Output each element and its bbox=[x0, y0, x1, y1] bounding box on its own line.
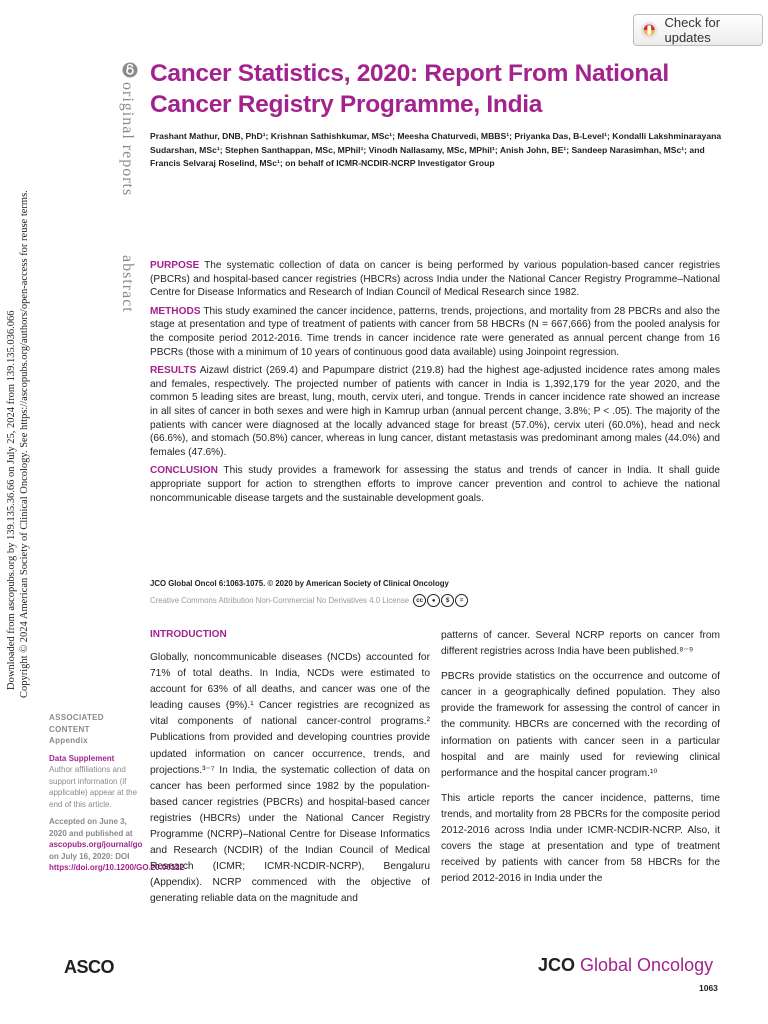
methods-label: METHODS bbox=[150, 305, 201, 317]
article-title: Cancer Statistics, 2020: Report From National Cancer Registry Programme, India bbox=[150, 60, 669, 118]
cc-icon: cc bbox=[413, 594, 426, 607]
by-icon: ● bbox=[427, 594, 440, 607]
appendix-link[interactable]: Appendix bbox=[49, 736, 88, 745]
conclusion-label: CONCLUSION bbox=[150, 465, 218, 477]
doi-link[interactable]: https://doi.org/10.1200/GO.20.00122 bbox=[49, 863, 185, 872]
purpose-text: The systematic collection of data on cancer is being performed by various population-based cancer registries (PBCRs) and hospital-based cancer registries (HBCRs) across India under the National Cancer Registry Programme–National Centre for Disease Informatics and Research of Indian Council of Medical Research since 1982. bbox=[150, 260, 720, 299]
results-label: RESULTS bbox=[150, 365, 197, 377]
published-text: on July 16, 2020: DOI bbox=[49, 851, 130, 861]
body-column-left bbox=[150, 628, 430, 917]
abstract-conclusion bbox=[150, 464, 720, 505]
abstract-label: abstract bbox=[119, 255, 136, 313]
introduction-heading: INTRODUCTION bbox=[150, 629, 227, 640]
associated-content-heading: ASSOCIATED CONTENT bbox=[49, 713, 104, 734]
journal-link[interactable]: ascopubs.org/journal/go bbox=[49, 840, 143, 849]
cc-license-icon bbox=[413, 594, 468, 607]
page-number: 1063 bbox=[699, 983, 718, 993]
intro-paragraph-1: Globally, noncommunicable diseases (NCDs) accounted for 71% of total deaths. In India, NCDs were estimated to account for 63% of all deaths, and cancer was one of the leading causes (9%).¹ Cancer registries are recognized as vital components of national cancer-control programs.² Publications from provided and developing countries provide updated information on cancer occurrence, trends, and projections.³⁻⁷ In India, the systematic collection of data on cancer has been performed since 1982 by the population-based cancer registries (PBCRs) and hospital-based cancer registries (HBCRs) under the National Cancer Registry Programme (NCRP)–National Centre for Disease Informatics and Research (NCDIR) of the Indian Council of Medical Research (ICMR; ICMR-NCDIR-NCRP), Bengaluru (Appendix). NCRP commenced with the objective of generating reliable data on the magnitude and bbox=[150, 652, 430, 905]
abstract-methods bbox=[150, 305, 720, 359]
abstract-results bbox=[150, 364, 720, 459]
jco-wordmark: JCO bbox=[538, 955, 576, 975]
conclusion-text: This study provides a framework for assessing the status and trends of cancer in India. It shall guide appropriate support for action to strengthen efforts to improve cancer prevention and control to achieve the national noncommunicable disease targets and the sustainable development goals. bbox=[150, 465, 720, 504]
check-for-updates-label: Check for updates bbox=[664, 15, 721, 45]
accepted-text: Accepted on June 3, 2020 and published at bbox=[49, 817, 133, 838]
methods-text: This study examined the cancer incidence, patterns, trends, projections, and mortality from 28 PBCRs and also the stage at presentation and type of treatment of patients with cancer from 58 HBCRs (N = 667,666) from the pooled analysis for the composite period 2012-2016. Time trends in cancer incidence rate were generated as annual percent change from 16 PBCRs (those with a minimum of 10 years of continuous good data available) using Joinpoint regression. bbox=[150, 305, 721, 358]
download-note-line1: Downloaded from ascopubs.org by 139.135.36.66 on July 25, 2024 from 139.135.036.066 bbox=[6, 310, 17, 690]
intro-paragraph-4: This article reports the cancer incidence, patterns, time trends, and mortality from 28 PBCRs for the composite period 2012-2016 across India under ICMR-NCDIR-NCRP. Also, it covers the stage at presentation and type of treatment received by patients with cancer from 58 HBCRs for the period 2012-2016 in India under the bbox=[441, 792, 720, 885]
abstract-body bbox=[150, 259, 720, 510]
original-reports-label: original reports bbox=[119, 82, 136, 197]
nd-icon: = bbox=[455, 594, 468, 607]
license-text[interactable]: Creative Commons Attribution Non-Commercial No Derivatives 4.0 License bbox=[150, 596, 410, 605]
associated-content-sidebar bbox=[49, 712, 185, 874]
intro-paragraph-3: PBCRs provide statistics on the occurrence and outcome of cancer in a geographically defined population. They also provide the framework for assessing the control of cancer in the community. HBCRs are concerned with the recording of information on patients with cancer seen in a particular hospital and are mainly used for reviewing clinical performance and the hospital cancer program.¹⁰ bbox=[441, 671, 720, 779]
intro-paragraph-2: patterns of cancer. Several NCRP reports on cancer from different registries across India have been published.⁸⁻⁹ bbox=[441, 630, 720, 658]
check-for-updates-button[interactable] bbox=[633, 14, 763, 46]
publication-info bbox=[49, 816, 185, 874]
data-supplement-link[interactable]: Data Supplement bbox=[49, 753, 115, 763]
body-column-right bbox=[441, 628, 720, 896]
journal-citation: JCO Global Oncol 6:1063-1075. © 2020 by American Society of Clinical Oncology bbox=[150, 579, 449, 588]
license-line[interactable] bbox=[150, 594, 468, 607]
open-access-icon bbox=[122, 62, 138, 78]
crossmark-icon bbox=[640, 20, 658, 40]
journal-name: Global Oncology bbox=[580, 955, 714, 975]
purpose-label: PURPOSE bbox=[150, 260, 200, 271]
supplement-note: Author affiliations and support information (if applicable) appear at the end of this article. bbox=[49, 765, 138, 809]
nc-icon: $ bbox=[441, 594, 454, 607]
asco-logo: ASCO bbox=[64, 957, 115, 977]
results-text: Aizawl district (269.4) and Papumpare district (219.8) had the highest age-adjusted incidence rates among males and females, respectively. The projected number of patients with cancer in India is 1,392,179 for the year 2020, and the common 5 leading sites are breast, lung, mouth, cervix uteri, and tongue. Trends in cancer incidence rate showed an increase in all sites of cancer in both sexes and were high in Kamrup urban (annual percent change, 3.8%; P < .05). The majority of the patients with cancer were diagnosed at the locally advanced stage for breast (57.0%), cervix uteri (60.0%), head and neck (66.6%), and stomach (50.8%) cancer, whereas in lung cancer, distant metastasis was predominant among males (44.0%) and females (47.6%). bbox=[150, 365, 721, 458]
abstract-purpose bbox=[150, 259, 720, 300]
download-note-line2: Copyright © 2024 American Society of Clinical Oncology. See https://ascopubs.org/authors/open-access for reuse terms. bbox=[19, 190, 30, 698]
author-list: Prashant Mathur, DNB, PhD¹; Krishnan Sathishkumar, MSc¹; Meesha Chaturvedi, MBBS¹; Priyanka Das, B-Level¹; Kondalli Lakshminarayana Sudarshan, MSc¹; Stephen Santhappan, MSc, MPhil¹; Vinodh Nallasamy, MSc, MPhil¹; Anish John, BE¹; Sandeep Narasimhan, MSc¹; and Francis Selvaraj Roselind, MSc¹; on behalf of ICMR-NCDIR-NCRP Investigator Group bbox=[150, 131, 722, 168]
jco-global-oncology-logo bbox=[538, 955, 713, 976]
